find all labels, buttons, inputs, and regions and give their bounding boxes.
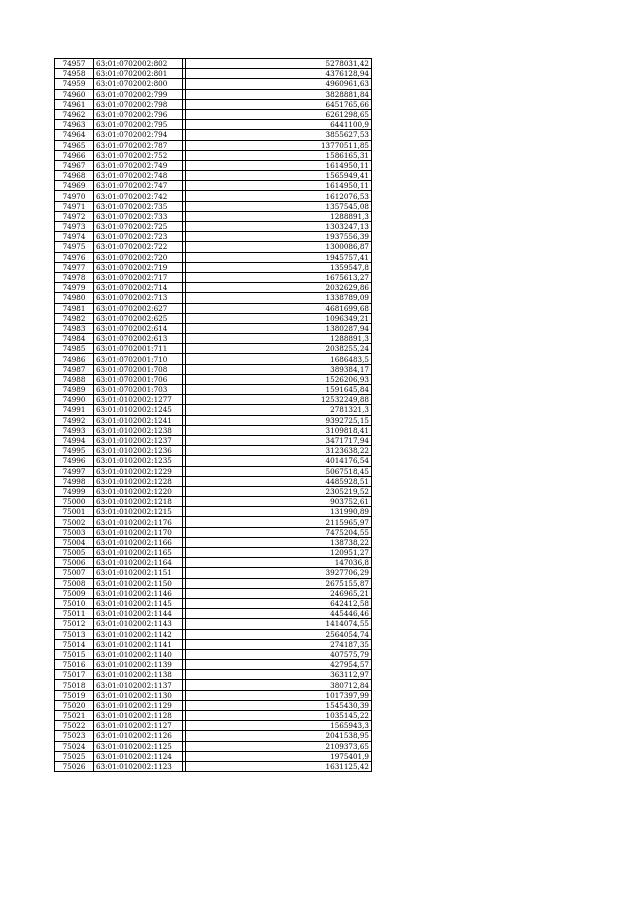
- cadastral-value-cell: 3471717,94: [186, 435, 372, 445]
- table-row: [55, 89, 372, 99]
- cadastral-number-cell: 63:01:0702002:742: [94, 191, 183, 201]
- cadastral-value-cell: 1017397,99: [186, 690, 372, 700]
- row-number-cell: 75002: [55, 517, 94, 527]
- cadastral-number-cell: 63:01:0102002:1126: [94, 731, 183, 741]
- cadastral-value-cell: 5067518,45: [186, 466, 372, 476]
- cadastral-number-cell: 63:01:0102002:1130: [94, 690, 183, 700]
- cadastral-value-cell: 380712,84: [186, 680, 372, 690]
- row-number-cell: 75006: [55, 558, 94, 568]
- cadastral-value-cell: 7475204,55: [186, 527, 372, 537]
- cadastral-number-cell: 63:01:0702001:711: [94, 344, 183, 354]
- table-row: [55, 537, 372, 547]
- cadastral-number-cell: 63:01:0702002:722: [94, 242, 183, 252]
- cadastral-value-cell: 1945757,41: [186, 252, 372, 262]
- cadastral-value-cell: 1975401,9: [186, 751, 372, 761]
- table-row: [55, 609, 372, 619]
- cadastral-value-cell: 4376128,94: [186, 69, 372, 79]
- cadastral-value-cell: 1586165,31: [186, 150, 372, 160]
- row-number-cell: 74982: [55, 313, 94, 323]
- cadastral-number-cell: 63:01:0102002:1143: [94, 619, 183, 629]
- table-row: [55, 252, 372, 262]
- table-row: [55, 690, 372, 700]
- table-row: [55, 558, 372, 568]
- cadastral-value-cell: 13770511,85: [186, 140, 372, 150]
- cadastral-number-cell: 63:01:0102002:1166: [94, 537, 183, 547]
- cadastral-number-cell: 63:01:0702002:787: [94, 140, 183, 150]
- cadastral-value-cell: 1300086,87: [186, 242, 372, 252]
- cadastral-number-cell: 63:01:0702002:614: [94, 323, 183, 333]
- row-number-cell: 74965: [55, 140, 94, 150]
- cadastral-value-cell: 1565943,3: [186, 721, 372, 731]
- row-number-cell: 74964: [55, 130, 94, 140]
- row-number-cell: 74986: [55, 354, 94, 364]
- row-number-cell: 74983: [55, 323, 94, 333]
- row-number-cell: 74998: [55, 476, 94, 486]
- row-number-cell: 74960: [55, 89, 94, 99]
- cadastral-number-cell: 63:01:0102002:1138: [94, 670, 183, 680]
- table-row: [55, 150, 372, 160]
- row-number-cell: 75005: [55, 548, 94, 558]
- cadastral-number-cell: 63:01:0702002:717: [94, 272, 183, 282]
- cadastral-number-cell: 63:01:0102002:1170: [94, 527, 183, 537]
- cadastral-value-cell: 4485928,51: [186, 476, 372, 486]
- row-number-cell: 75010: [55, 598, 94, 608]
- cadastral-number-cell: 63:01:0102002:1151: [94, 568, 183, 578]
- row-number-cell: 74993: [55, 425, 94, 435]
- cadastral-number-cell: 63:01:0702002:800: [94, 79, 183, 89]
- cadastral-value-cell: 147036,8: [186, 558, 372, 568]
- table-row: [55, 130, 372, 140]
- table-row: [55, 649, 372, 659]
- table-row: [55, 761, 372, 771]
- row-number-cell: 74994: [55, 435, 94, 445]
- table-row: [55, 629, 372, 639]
- cadastral-value-cell: 1545430,39: [186, 700, 372, 710]
- cadastral-number-cell: 63:01:0102002:1124: [94, 751, 183, 761]
- cadastral-number-cell: 63:01:0102002:1137: [94, 680, 183, 690]
- table-row: [55, 334, 372, 344]
- row-number-cell: 74990: [55, 395, 94, 405]
- cadastral-number-cell: 63:01:0102002:1236: [94, 446, 183, 456]
- cadastral-number-cell: 63:01:0702001:706: [94, 374, 183, 384]
- cadastral-number-cell: 63:01:0102002:1220: [94, 486, 183, 496]
- cadastral-number-cell: 63:01:0102002:1277: [94, 395, 183, 405]
- cadastral-number-cell: 63:01:0102002:1164: [94, 558, 183, 568]
- cadastral-value-cell: 1288891,3: [186, 211, 372, 221]
- table-row: [55, 354, 372, 364]
- table-row: [55, 731, 372, 741]
- cadastral-number-cell: 63:01:0102002:1165: [94, 548, 183, 558]
- cadastral-value-cell: 1357545,08: [186, 201, 372, 211]
- cadastral-value-cell: 246965,21: [186, 588, 372, 598]
- row-number-cell: 75017: [55, 670, 94, 680]
- cadastral-number-cell: 63:01:0702002:747: [94, 181, 183, 191]
- cadastral-value-cell: 3855627,53: [186, 130, 372, 140]
- row-number-cell: 74961: [55, 99, 94, 109]
- cadastral-number-cell: 63:01:0102002:1141: [94, 639, 183, 649]
- table-row: [55, 598, 372, 608]
- cadastral-number-cell: 63:01:0702002:748: [94, 171, 183, 181]
- cadastral-value-cell: 1414074,55: [186, 619, 372, 629]
- cadastral-number-cell: 63:01:0702002:799: [94, 89, 183, 99]
- row-number-cell: 74991: [55, 405, 94, 415]
- cadastral-value-cell: 9392725,15: [186, 415, 372, 425]
- cadastral-value-cell: 4014176,54: [186, 456, 372, 466]
- row-number-cell: 75011: [55, 609, 94, 619]
- cadastral-value-cell: 2564054,74: [186, 629, 372, 639]
- cadastral-number-cell: 63:01:0102002:1241: [94, 415, 183, 425]
- cadastral-value-table: [54, 58, 372, 772]
- cadastral-value-cell: 1614950,11: [186, 181, 372, 191]
- row-number-cell: 75014: [55, 639, 94, 649]
- row-number-cell: 74959: [55, 79, 94, 89]
- cadastral-value-cell: 5278031,42: [186, 59, 372, 69]
- table-body: [55, 59, 372, 772]
- cadastral-number-cell: 63:01:0102002:1128: [94, 711, 183, 721]
- cadastral-number-cell: 63:01:0702002:719: [94, 262, 183, 272]
- table-row: [55, 466, 372, 476]
- cadastral-value-cell: 120951,27: [186, 548, 372, 558]
- row-number-cell: 74962: [55, 109, 94, 119]
- cadastral-value-cell: 1288891,3: [186, 334, 372, 344]
- table-row: [55, 486, 372, 496]
- table-row: [55, 232, 372, 242]
- cadastral-value-cell: 1303247,13: [186, 222, 372, 232]
- row-number-cell: 74967: [55, 160, 94, 170]
- cadastral-number-cell: 63:01:0702001:708: [94, 364, 183, 374]
- table-row: [55, 191, 372, 201]
- row-number-cell: 75000: [55, 497, 94, 507]
- row-number-cell: 75019: [55, 690, 94, 700]
- cadastral-value-cell: 363112,97: [186, 670, 372, 680]
- cadastral-value-cell: 3828881,84: [186, 89, 372, 99]
- cadastral-value-cell: 1591645,84: [186, 385, 372, 395]
- table-row: [55, 517, 372, 527]
- table-row: [55, 660, 372, 670]
- cadastral-number-cell: 63:01:0702002:723: [94, 232, 183, 242]
- table-row: [55, 79, 372, 89]
- row-number-cell: 74973: [55, 222, 94, 232]
- cadastral-number-cell: 63:01:0702002:720: [94, 252, 183, 262]
- cadastral-value-cell: 1565949,41: [186, 171, 372, 181]
- row-number-cell: 74980: [55, 293, 94, 303]
- table-row: [55, 364, 372, 374]
- row-number-cell: 75026: [55, 761, 94, 771]
- table-row: [55, 711, 372, 721]
- cadastral-value-cell: 4681699,68: [186, 303, 372, 313]
- table-row: [55, 639, 372, 649]
- table-row: [55, 680, 372, 690]
- cadastral-value-cell: 2115965,97: [186, 517, 372, 527]
- table-row: [55, 181, 372, 191]
- row-number-cell: 74978: [55, 272, 94, 282]
- table-row: [55, 527, 372, 537]
- cadastral-number-cell: 63:01:0102002:1125: [94, 741, 183, 751]
- cadastral-number-cell: 63:01:0702002:802: [94, 59, 183, 69]
- row-number-cell: 74974: [55, 232, 94, 242]
- cadastral-number-cell: 63:01:0102002:1144: [94, 609, 183, 619]
- cadastral-number-cell: 63:01:0702002:794: [94, 130, 183, 140]
- row-number-cell: 75004: [55, 537, 94, 547]
- table-row: [55, 700, 372, 710]
- cadastral-value-cell: 3927706,29: [186, 568, 372, 578]
- cadastral-value-cell: 2041538,95: [186, 731, 372, 741]
- cadastral-value-cell: 1937556,39: [186, 232, 372, 242]
- table-row: [55, 59, 372, 69]
- cadastral-number-cell: 63:01:0702002:733: [94, 211, 183, 221]
- cadastral-value-cell: 407575,79: [186, 649, 372, 659]
- table-row: [55, 405, 372, 415]
- cadastral-value-cell: 2305219,52: [186, 486, 372, 496]
- row-number-cell: 75007: [55, 568, 94, 578]
- table-row: [55, 293, 372, 303]
- cadastral-value-cell: 274187,35: [186, 639, 372, 649]
- cadastral-value-cell: 2781321,3: [186, 405, 372, 415]
- table-row: [55, 497, 372, 507]
- row-number-cell: 74984: [55, 334, 94, 344]
- table-row: [55, 69, 372, 79]
- row-number-cell: 75015: [55, 649, 94, 659]
- row-number-cell: 74969: [55, 181, 94, 191]
- cadastral-number-cell: 63:01:0702002:735: [94, 201, 183, 211]
- row-number-cell: 75009: [55, 588, 94, 598]
- cadastral-number-cell: 63:01:0702002:627: [94, 303, 183, 313]
- row-number-cell: 74966: [55, 150, 94, 160]
- cadastral-value-cell: 1359547,8: [186, 262, 372, 272]
- cadastral-number-cell: 63:01:0102002:1139: [94, 660, 183, 670]
- cadastral-number-cell: 63:01:0702002:795: [94, 120, 183, 130]
- cadastral-number-cell: 63:01:0102002:1140: [94, 649, 183, 659]
- row-number-cell: 75018: [55, 680, 94, 690]
- cadastral-value-cell: 138738,22: [186, 537, 372, 547]
- cadastral-number-cell: 63:01:0702002:714: [94, 283, 183, 293]
- cadastral-value-cell: 445446,46: [186, 609, 372, 619]
- cadastral-number-cell: 63:01:0702001:703: [94, 385, 183, 395]
- table-row: [55, 456, 372, 466]
- cadastral-value-cell: 131990,89: [186, 507, 372, 517]
- table-row: [55, 395, 372, 405]
- cadastral-value-cell: 427954,57: [186, 660, 372, 670]
- cadastral-number-cell: 63:01:0102002:1129: [94, 700, 183, 710]
- cadastral-value-cell: 1380287,94: [186, 323, 372, 333]
- table-row: [55, 222, 372, 232]
- row-number-cell: 74970: [55, 191, 94, 201]
- cadastral-number-cell: 63:01:0102002:1145: [94, 598, 183, 608]
- cadastral-value-cell: 6261298,65: [186, 109, 372, 119]
- cadastral-number-cell: 63:01:0102002:1176: [94, 517, 183, 527]
- cadastral-number-cell: 63:01:0702002:752: [94, 150, 183, 160]
- table-row: [55, 721, 372, 731]
- table-row: [55, 313, 372, 323]
- row-number-cell: 74975: [55, 242, 94, 252]
- table-row: [55, 242, 372, 252]
- table-row: [55, 283, 372, 293]
- cadastral-number-cell: 63:01:0702002:625: [94, 313, 183, 323]
- row-number-cell: 75025: [55, 751, 94, 761]
- cadastral-value-cell: 2675155,87: [186, 578, 372, 588]
- cadastral-number-cell: 63:01:0102002:1218: [94, 497, 183, 507]
- row-number-cell: 74976: [55, 252, 94, 262]
- cadastral-value-cell: 12532249,88: [186, 395, 372, 405]
- cadastral-number-cell: 63:01:0702002:613: [94, 334, 183, 344]
- table-row: [55, 171, 372, 181]
- cadastral-value-cell: 3109818,41: [186, 425, 372, 435]
- row-number-cell: 75022: [55, 721, 94, 731]
- row-number-cell: 74995: [55, 446, 94, 456]
- cadastral-value-cell: 2032629,86: [186, 283, 372, 293]
- cadastral-value-cell: 1338789,09: [186, 293, 372, 303]
- cadastral-value-cell: 3123638,22: [186, 446, 372, 456]
- row-number-cell: 75023: [55, 731, 94, 741]
- table-row: [55, 588, 372, 598]
- cadastral-value-cell: 1631125,42: [186, 761, 372, 771]
- row-number-cell: 75001: [55, 507, 94, 517]
- table-row: [55, 211, 372, 221]
- cadastral-value-cell: 6451765,66: [186, 99, 372, 109]
- table-row: [55, 272, 372, 282]
- cadastral-number-cell: 63:01:0702002:798: [94, 99, 183, 109]
- row-number-cell: 74988: [55, 374, 94, 384]
- row-number-cell: 74992: [55, 415, 94, 425]
- cadastral-value-cell: 1035145,22: [186, 711, 372, 721]
- row-number-cell: 75021: [55, 711, 94, 721]
- cadastral-number-cell: 63:01:0102002:1215: [94, 507, 183, 517]
- row-number-cell: 75016: [55, 660, 94, 670]
- table-row: [55, 435, 372, 445]
- cadastral-value-cell: 6441100,9: [186, 120, 372, 130]
- cadastral-value-cell: 1526206,93: [186, 374, 372, 384]
- row-number-cell: 74958: [55, 69, 94, 79]
- row-number-cell: 75012: [55, 619, 94, 629]
- cadastral-number-cell: 63:01:0102002:1235: [94, 456, 183, 466]
- table-row: [55, 415, 372, 425]
- cadastral-value-cell: 1612076,53: [186, 191, 372, 201]
- row-number-cell: 75020: [55, 700, 94, 710]
- table-row: [55, 619, 372, 629]
- cadastral-number-cell: 63:01:0702001:710: [94, 354, 183, 364]
- row-number-cell: 74972: [55, 211, 94, 221]
- cadastral-number-cell: 63:01:0102002:1229: [94, 466, 183, 476]
- cadastral-value-cell: 4960961,63: [186, 79, 372, 89]
- cadastral-number-cell: 63:01:0702002:796: [94, 109, 183, 119]
- cadastral-number-cell: 63:01:0102002:1237: [94, 435, 183, 445]
- row-number-cell: 74985: [55, 344, 94, 354]
- cadastral-value-cell: 1686483,5: [186, 354, 372, 364]
- table-row: [55, 548, 372, 558]
- table-row: [55, 120, 372, 130]
- row-number-cell: 74999: [55, 486, 94, 496]
- row-number-cell: 74977: [55, 262, 94, 272]
- table-row: [55, 385, 372, 395]
- cadastral-value-cell: 1675613,27: [186, 272, 372, 282]
- cadastral-value-cell: 1614950,11: [186, 160, 372, 170]
- cadastral-number-cell: 63:01:0102002:1245: [94, 405, 183, 415]
- cadastral-number-cell: 63:01:0102002:1142: [94, 629, 183, 639]
- cadastral-value-cell: 903752,61: [186, 497, 372, 507]
- cadastral-number-cell: 63:01:0102002:1238: [94, 425, 183, 435]
- row-number-cell: 74987: [55, 364, 94, 374]
- cadastral-value-cell: 2038255,24: [186, 344, 372, 354]
- cadastral-number-cell: 63:01:0702002:801: [94, 69, 183, 79]
- table-row: [55, 578, 372, 588]
- row-number-cell: 74997: [55, 466, 94, 476]
- cadastral-value-cell: 642412,58: [186, 598, 372, 608]
- table-row: [55, 344, 372, 354]
- table-row: [55, 741, 372, 751]
- table-row: [55, 476, 372, 486]
- cadastral-number-cell: 63:01:0702002:749: [94, 160, 183, 170]
- cadastral-number-cell: 63:01:0702002:725: [94, 222, 183, 232]
- cadastral-number-cell: 63:01:0102002:1123: [94, 761, 183, 771]
- table-row: [55, 99, 372, 109]
- table-row: [55, 201, 372, 211]
- cadastral-number-cell: 63:01:0102002:1146: [94, 588, 183, 598]
- row-number-cell: 74996: [55, 456, 94, 466]
- cadastral-number-cell: 63:01:0102002:1150: [94, 578, 183, 588]
- table-row: [55, 568, 372, 578]
- row-number-cell: 75013: [55, 629, 94, 639]
- row-number-cell: 74979: [55, 283, 94, 293]
- table-row: [55, 507, 372, 517]
- table-row: [55, 160, 372, 170]
- row-number-cell: 74981: [55, 303, 94, 313]
- row-number-cell: 75008: [55, 578, 94, 588]
- table-row: [55, 303, 372, 313]
- row-number-cell: 74971: [55, 201, 94, 211]
- table-row: [55, 425, 372, 435]
- cadastral-value-cell: 2109373,65: [186, 741, 372, 751]
- row-number-cell: 75003: [55, 527, 94, 537]
- table-row: [55, 262, 372, 272]
- table-row: [55, 751, 372, 761]
- row-number-cell: 74989: [55, 385, 94, 395]
- table-row: [55, 140, 372, 150]
- table-row: [55, 323, 372, 333]
- cadastral-number-cell: 63:01:0102002:1127: [94, 721, 183, 731]
- cadastral-value-cell: 389384,17: [186, 364, 372, 374]
- row-number-cell: 74963: [55, 120, 94, 130]
- table-row: [55, 109, 372, 119]
- table-row: [55, 446, 372, 456]
- cadastral-number-cell: 63:01:0102002:1228: [94, 476, 183, 486]
- cadastral-number-cell: 63:01:0702002:713: [94, 293, 183, 303]
- row-number-cell: 75024: [55, 741, 94, 751]
- row-number-cell: 74968: [55, 171, 94, 181]
- row-number-cell: 74957: [55, 59, 94, 69]
- table-row: [55, 374, 372, 384]
- table-row: [55, 670, 372, 680]
- cadastral-value-cell: 1096349,21: [186, 313, 372, 323]
